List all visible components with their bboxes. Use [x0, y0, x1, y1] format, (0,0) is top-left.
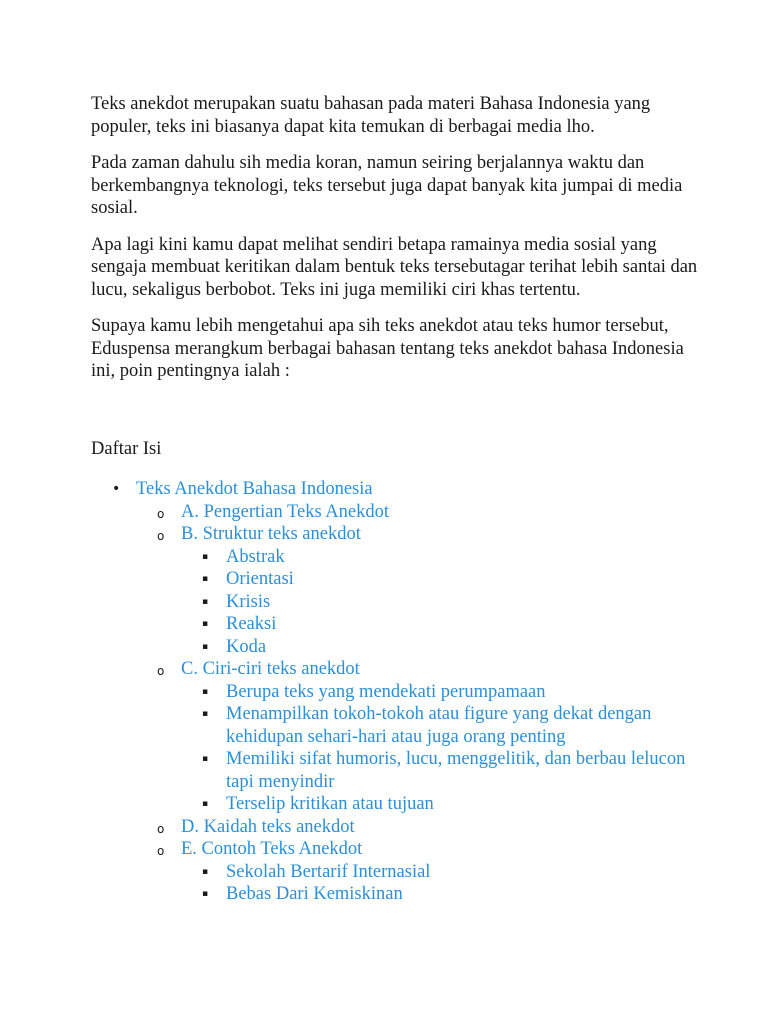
- toc-link-ciri-ciri[interactable]: C. Ciri-ciri teks anekdot: [181, 659, 360, 679]
- bullet-circle-icon: o: [157, 664, 165, 678]
- bullet-square-icon: ▪: [202, 754, 209, 764]
- toc-section-a: [136, 501, 711, 524]
- toc-link-contoh[interactable]: E. Contoh Teks Anekdot: [181, 839, 363, 859]
- toc-item: [181, 613, 711, 636]
- bullet-square-icon: ▪: [202, 619, 209, 629]
- bullet-square-icon: ▪: [202, 596, 209, 607]
- spacer: [91, 397, 711, 438]
- toc-section-e: [136, 838, 711, 906]
- bullet-square-icon: ▪: [202, 866, 209, 877]
- toc-item: [181, 591, 711, 614]
- toc-title: Daftar Isi: [91, 438, 162, 459]
- toc-link-sekolah[interactable]: Sekolah Bertarif Internasial: [226, 861, 431, 882]
- bullet-square-icon: ▪: [202, 709, 209, 719]
- bullet-disc-icon: •: [112, 481, 121, 497]
- toc-item: [181, 861, 711, 884]
- bullet-square-icon: ▪: [202, 551, 209, 562]
- toc-link-ciri-1[interactable]: Berupa teks yang mendekati perumpamaan: [226, 681, 546, 702]
- toc-link-ciri-2[interactable]: Menampilkan tokoh-tokoh atau figure yang dekat dengan kehidupan sehari-hari atau juga orang penting: [226, 704, 652, 747]
- table-of-contents: [91, 478, 711, 906]
- toc-link-orientasi[interactable]: Orientasi: [226, 569, 294, 589]
- intro-paragraph-4: Supaya kamu lebih mengetahui apa sih teks anekdot atau teks humor tersebut, Eduspensa merangkum berbagai bahasan tentang teks anekdot bahasa Indonesia ini, poin pentingnya ialah :: [91, 316, 684, 381]
- bullet-square-icon: ▪: [202, 641, 209, 652]
- toc-link-struktur[interactable]: B. Struktur teks anekdot: [181, 524, 361, 544]
- toc-link-abstrak[interactable]: Abstrak: [226, 546, 285, 567]
- toc-link-kaidah[interactable]: D. Kaidah teks anekdot: [181, 816, 355, 837]
- intro-paragraph-2: Pada zaman dahulu sih media koran, namun seiring berjalannya waktu dan berkembangnya teknologi, teks tersebut juga dapat banyak kita jumpai di media sosial.: [91, 153, 683, 218]
- toc-item: [181, 748, 711, 793]
- toc-struktur-items: [181, 546, 711, 659]
- bullet-circle-icon: o: [157, 844, 165, 858]
- toc-ciri-items: [181, 681, 711, 816]
- toc-section-c: [136, 658, 711, 816]
- toc-contoh-items: [181, 861, 711, 906]
- toc-link-ciri-4[interactable]: Terselip kritikan atau tujuan: [226, 794, 434, 814]
- toc-item: [181, 636, 711, 659]
- toc-section-d: [136, 816, 711, 839]
- toc-link-root[interactable]: Teks Anekdot Bahasa Indonesia: [136, 479, 373, 499]
- toc-link-bebas[interactable]: Bebas Dari Kemiskinan: [226, 884, 403, 904]
- toc-link-reaksi[interactable]: Reaksi: [226, 614, 277, 634]
- bullet-circle-icon: o: [157, 506, 165, 521]
- toc-root-item: [91, 478, 711, 906]
- bullet-square-icon: ▪: [202, 686, 209, 697]
- document-page: [91, 93, 711, 906]
- toc-item: [181, 883, 711, 906]
- toc-sections: [136, 501, 711, 906]
- toc-item: [181, 568, 711, 591]
- bullet-square-icon: ▪: [202, 574, 209, 584]
- toc-item: [181, 793, 711, 816]
- toc-item: [181, 546, 711, 569]
- toc-link-ciri-3[interactable]: Memiliki sifat humoris, lucu, menggelitik, dan berbau lelucon tapi menyindir: [226, 749, 686, 792]
- bullet-circle-icon: o: [157, 821, 165, 836]
- toc-link-koda[interactable]: Koda: [226, 636, 267, 657]
- bullet-square-icon: ▪: [202, 799, 209, 809]
- toc-link-krisis[interactable]: Krisis: [226, 591, 271, 612]
- intro-paragraph-1: Teks anekdot merupakan suatu bahasan pada materi Bahasa Indonesia yang populer, teks ini biasanya dapat kita temukan di berbagai media lho.: [91, 94, 651, 137]
- toc-item: [181, 681, 711, 704]
- toc-section-b: [136, 523, 711, 658]
- intro-paragraph-3: Apa lagi kini kamu dapat melihat sendiri betapa ramainya media sosial yang sengaja membuat keritikan dalam bentuk teks tersebutagar terihat lebih santai dan lucu, sekaligus berbobot. Teks ini juga memiliki ciri khas tertentu.: [91, 234, 698, 300]
- toc-item: [181, 703, 711, 748]
- bullet-square-icon: ▪: [202, 889, 209, 899]
- toc-link-pengertian[interactable]: A. Pengertian Teks Anekdot: [181, 501, 389, 522]
- bullet-circle-icon: o: [157, 529, 165, 543]
